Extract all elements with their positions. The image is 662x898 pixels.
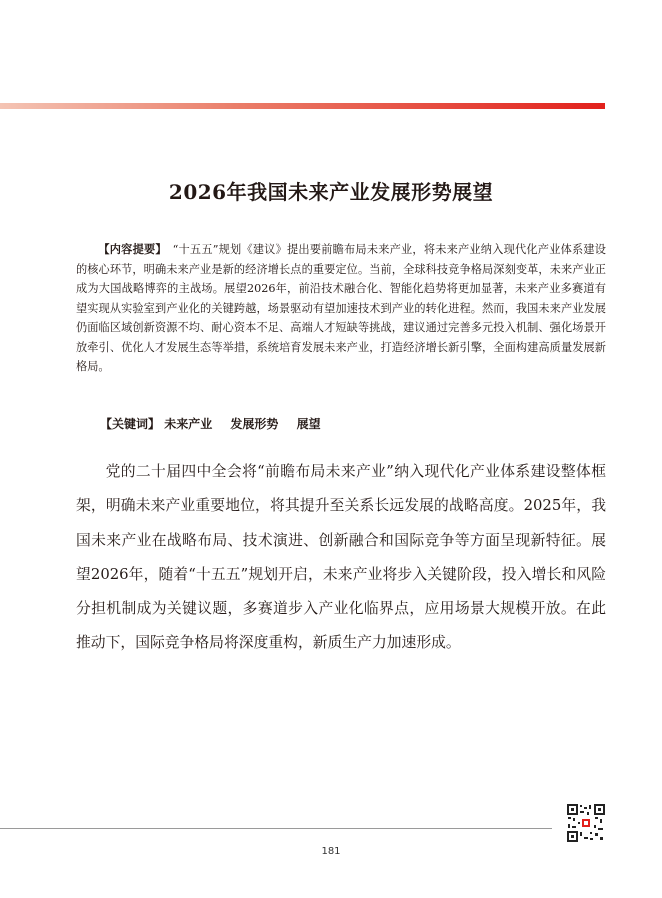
header-accent-bar [0, 103, 605, 109]
keyword-item: 发展形势 [230, 417, 279, 431]
footer-divider [0, 828, 552, 829]
keyword-item: 未来产业 [164, 417, 213, 431]
abstract-tag: 【内容提要】 [98, 243, 162, 256]
keywords-tag: 【关键词】 [100, 417, 161, 431]
page-number: 181 [321, 846, 341, 857]
keywords [100, 415, 600, 432]
keyword-item: 展望 [296, 417, 321, 431]
body-paragraph: 党的二十届四中全会将“前瞻布局未来产业”纳入现代化产业体系建设整体框架，明确未来产业重要地位，将其提升至关系长远发展的战略高度。2025年，我国未来产业在战略布局、技术演进、创新融合和国际竞争等方面呈现新特征。展望2026年，随着“十五五”规划开启，未来产业将步入关键阶段，投入增长和风险分担机制成为关键议题，多赛道步入产业化临界点，应用场景大规模开放。在此推动下，国际竞争格局将深度重构，新质生产力加速形成。 [76, 463, 606, 652]
page-title: 2026年我国未来产业发展形势展望 [168, 180, 494, 204]
abstract-text: “十五五”规划《建议》提出要前瞻布局未来产业，将未来产业纳入现代化产业体系建设的核心环节，明确未来产业是新的经济增长点的重要定位。当前，全球科技竞争格局深刻变革，未来产业正成为大国战略博弈的主战场。展望2026年，前沿技术融合化、智能化趋势将更加显著，未来产业多赛道有望实现从实验室到产业化的关键跨越，场景驱动有望加速技术到产业的转化进程。然而，我国未来产业发展仍面临区域创新资源不均、耐心资本不足、高端人才短缺等挑战，建议通过完善多元投入机制、强化场景开放牵引、优化人才发展生态等举措，系统培育发展未来产业，打造经济增长新引擎，全面构建高质量发展新格局。 [76, 243, 606, 373]
abstract [76, 240, 606, 377]
qr-code-icon [567, 804, 605, 842]
